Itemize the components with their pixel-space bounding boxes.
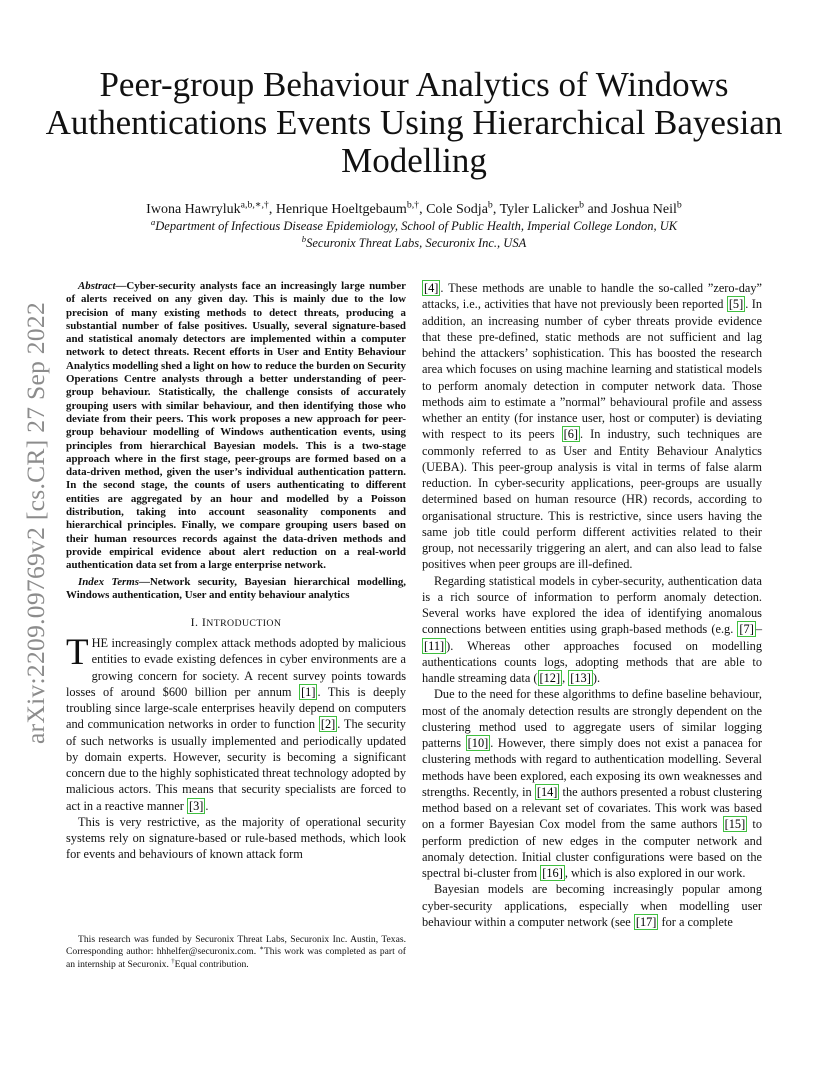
text-span: . These methods are unable to handle the so-called ”zero-day” attacks, i.e., activities that have not previously been reported <box>422 281 762 312</box>
author-affiliation-marker: b <box>579 199 584 211</box>
citation-link[interactable]: [15] <box>724 817 746 832</box>
text-span: . However, there simply does not exist a panacea for clustering methods with regard to authentication modelling. Several methods have been explored, each exposing its own weaknesses and strengths. Recently, in <box>422 736 762 799</box>
abstract <box>66 280 406 573</box>
affiliation-marker: a <box>150 216 156 227</box>
right-paragraph-4 <box>422 881 762 930</box>
text-span: . The security of such networks is usually implemented and periodically updated by domain experts. However, security is becoming a significant concern due to the highly sophisticated threat technology adopted by malicious actors. This means that security specialists are forced to act in a reactive manner <box>66 717 406 813</box>
affiliation-marker: b <box>301 233 307 244</box>
citation-link[interactable]: [7] <box>739 622 754 637</box>
section-title-rest: NTRODUCTION <box>206 618 282 630</box>
affiliation-a <box>40 218 788 234</box>
intro-paragraph-2: This is very restrictive, as the majority of operational security systems rely on signature-based or rule-based methods, which look for events and behaviours of known attack form <box>66 814 406 862</box>
affiliation-text: Securonix Threat Labs, Securonix Inc., USA <box>306 236 527 250</box>
author-name: Joshua Neil <box>611 202 677 217</box>
abstract-text: —Cyber-security analysts face an increasingly large number of alerts received on any given day. This is mainly due to the low precision of many existing methods to detect threats, producing a substantial number of false positives. Usually, several signature-based and statistical anomaly detectors are implemented within a computer network to detect threats. Recent efforts in User and Entity Behaviour Analytics modelling shed a light on how to reduce the burden on Security Operations Centre analysts through a better understanding of peer-group behaviour. Statistically, the challenge consists of accurately grouping users with similar behaviour, and then identifying those who deviate from their peers. This work proposes a new approach for peer-group behaviour modelling of Windows authentication events, using principles from hierarchical Bayesian models. This is a two-stage approach where in the first stage, peer-groups are formed based on a data-driven method, given the user’s individual authentication pattern. In the second stage, the counts of users authenticating to different entities are aggregated by an hour and modelled by a Poisson distribution, taking into account seasonality components and hierarchical principles. Finally, we compare grouping users based on their human resources records against the data-driven methods and provide empirical evidence about alert reduction on a real-world authentication data set from a large enterprise network. <box>66 280 406 572</box>
text-span: the authors presented a robust clustering method based on a relevant set of covariates. This work was based on a former Bayesian Cox model from the same authors <box>422 784 762 832</box>
text-span: , <box>562 671 569 685</box>
footnote-marker: † <box>171 957 175 965</box>
citation-link[interactable]: [17] <box>635 914 657 929</box>
author-name: Tyler Lalicker <box>499 202 580 217</box>
index-terms-text: —Network security, Bayesian hierarchical modelling, Windows authentication, User and entity behaviour analytics <box>66 575 407 601</box>
citation-link[interactable]: [6] <box>563 427 579 442</box>
section-heading-introduction <box>66 615 406 630</box>
citation-link[interactable]: [10] <box>467 736 489 750</box>
text-span: . <box>205 798 209 813</box>
author-affiliation-marker: b <box>676 199 682 211</box>
author-affiliation-marker: b,† <box>406 199 420 211</box>
text-span: . In industry, such techniques are commonly referred to as User and Entity Behaviour Analytics (UEBA). This peer-group analysis is vital in terms of false alarm reduction. In cyber-security applications, peer-groups are usually determined based on human resource (HR) records, according to organisational structure. This is restrictive, since users having the same job title could perform different activities related to their group, not necessarily triggering an alert, and can also lead to false positives when peer groups are ill-defined. <box>422 427 762 572</box>
author-joiner: and <box>587 202 608 217</box>
footnote-text: This research was funded by Securonix Threat Labs, Securonix Inc. Austin, Texas. Corresponding author: hhhelfer@securonix.com. <box>66 934 406 958</box>
left-column <box>66 280 406 863</box>
affiliation-b <box>40 235 788 251</box>
citation-link[interactable]: [1] <box>301 684 316 699</box>
citation-link[interactable]: [16] <box>542 866 563 880</box>
footnote-text: This work was completed as part of an internship at Securonix. <box>66 946 406 970</box>
author-affiliation-marker: b <box>487 199 493 211</box>
intro-paragraph-1 <box>66 632 407 814</box>
citation-link[interactable]: [5] <box>728 297 744 312</box>
citation-link[interactable]: [4] <box>424 281 439 295</box>
author-list: Iwona Hawryluk$^{a,b,∗,\dagger}$, Henrique Hoeltgebaum$^{b,\dagger}$, Cole Sodja$^b$, Tyler Lalicker$^b$ and Joshua Neil$^b$ <box>146 199 682 217</box>
index-terms <box>66 576 406 603</box>
citation-link[interactable]: [13] <box>570 671 591 685</box>
drop-cap: T <box>66 632 89 674</box>
footnote-text: Equal contribution. <box>174 958 249 970</box>
right-paragraph-2 <box>422 573 762 687</box>
arxiv-identifier-text: arXiv:2209.09769v2 [cs.CR] 27 Sep 2022 <box>21 301 50 745</box>
citation-link[interactable]: [2] <box>320 717 336 732</box>
text-span: increasingly complex attack methods adopted by malicious entities to evade existing defences in cyber environments are a growing concern for society. A recent survey points towards losses of around $600 billion per annum <box>66 636 406 699</box>
citation-link[interactable]: [14] <box>536 784 558 799</box>
text-span: Due to the need for these algorithms to define baseline behaviour, most of the anomaly detection results are strongly dependent on the clustering method used to aggregate users of similar logging patterns <box>422 687 762 750</box>
text-span: for a complete <box>658 914 733 929</box>
right-paragraph-1 <box>422 280 762 573</box>
author-name: Henrique Hoeltgebaum <box>275 202 407 217</box>
right-paragraph-3 <box>422 686 762 881</box>
citation-link[interactable]: [11] <box>424 638 445 653</box>
abstract-label: Abstract <box>78 280 116 292</box>
section-title-initial: I <box>201 615 207 630</box>
paper-title: Peer-group Behaviour Analytics of Windows Authentications Events Using Hierarchical Bayesian Modelling <box>45 65 783 180</box>
text-span: , which is also explored in our work. <box>564 866 746 880</box>
text-span: . This is deeply troubling since large-scale enterprises heavily depend on computers and communication networks in order to function <box>66 684 407 732</box>
affiliation-text: Department of Infectious Disease Epidemiology, School of Public Health, Imperial College London, UK <box>155 219 678 233</box>
text-span: Bayesian models are becoming increasingly popular among cyber-security applications, especially when modelling user behaviour within a computer network (see <box>422 882 762 929</box>
text-span: Regarding statistical models in cyber-security, authentication data is a rich source of information to perform anomaly detection. Several works have explored the idea of identifying anomalous connections between entities using graph-based methods (e.g. <box>422 573 762 637</box>
footnote <box>66 934 406 971</box>
author-name: Iwona Hawryluk <box>146 202 241 217</box>
section-number: I. <box>190 615 202 630</box>
text-span: ). Whereas other approaches focused on modelling authentications counts logs, adopting methods that are able to handle streaming data ( <box>422 638 762 685</box>
citation-link[interactable]: [12] <box>539 671 561 685</box>
text-span: to perform prediction of new edges in the computer network and anomaly detection. Initial cluster configurations were based on the spectral bi-cluster from <box>422 817 762 880</box>
author-name: Cole Sodja <box>426 202 488 217</box>
arxiv-identifier-stamp <box>22 288 50 758</box>
intro-small-caps: HE <box>91 636 109 651</box>
right-column <box>422 280 762 930</box>
text-span: ). <box>592 671 601 685</box>
footnote-marker: ∗ <box>259 945 264 953</box>
text-span: – <box>755 622 762 637</box>
text-span: . In addition, an increasing number of cyber threats provide evidence that these pre-defined, static methods are not sufficient and lag behind the attackers’ sophistication. This has boosted the research area which focuses on using machine learning and statistical models to perform anomaly detection in computer network data. Those methods aim to estimate a ”normal” behavioural profile and assess whether an entity (for instance user, host or computer) is deviating with respect to its peers <box>422 297 762 442</box>
citation-link[interactable]: [3] <box>188 798 204 813</box>
index-terms-label: Index Terms <box>78 575 139 588</box>
author-affiliation-marker: a,b,∗,† <box>240 199 269 211</box>
